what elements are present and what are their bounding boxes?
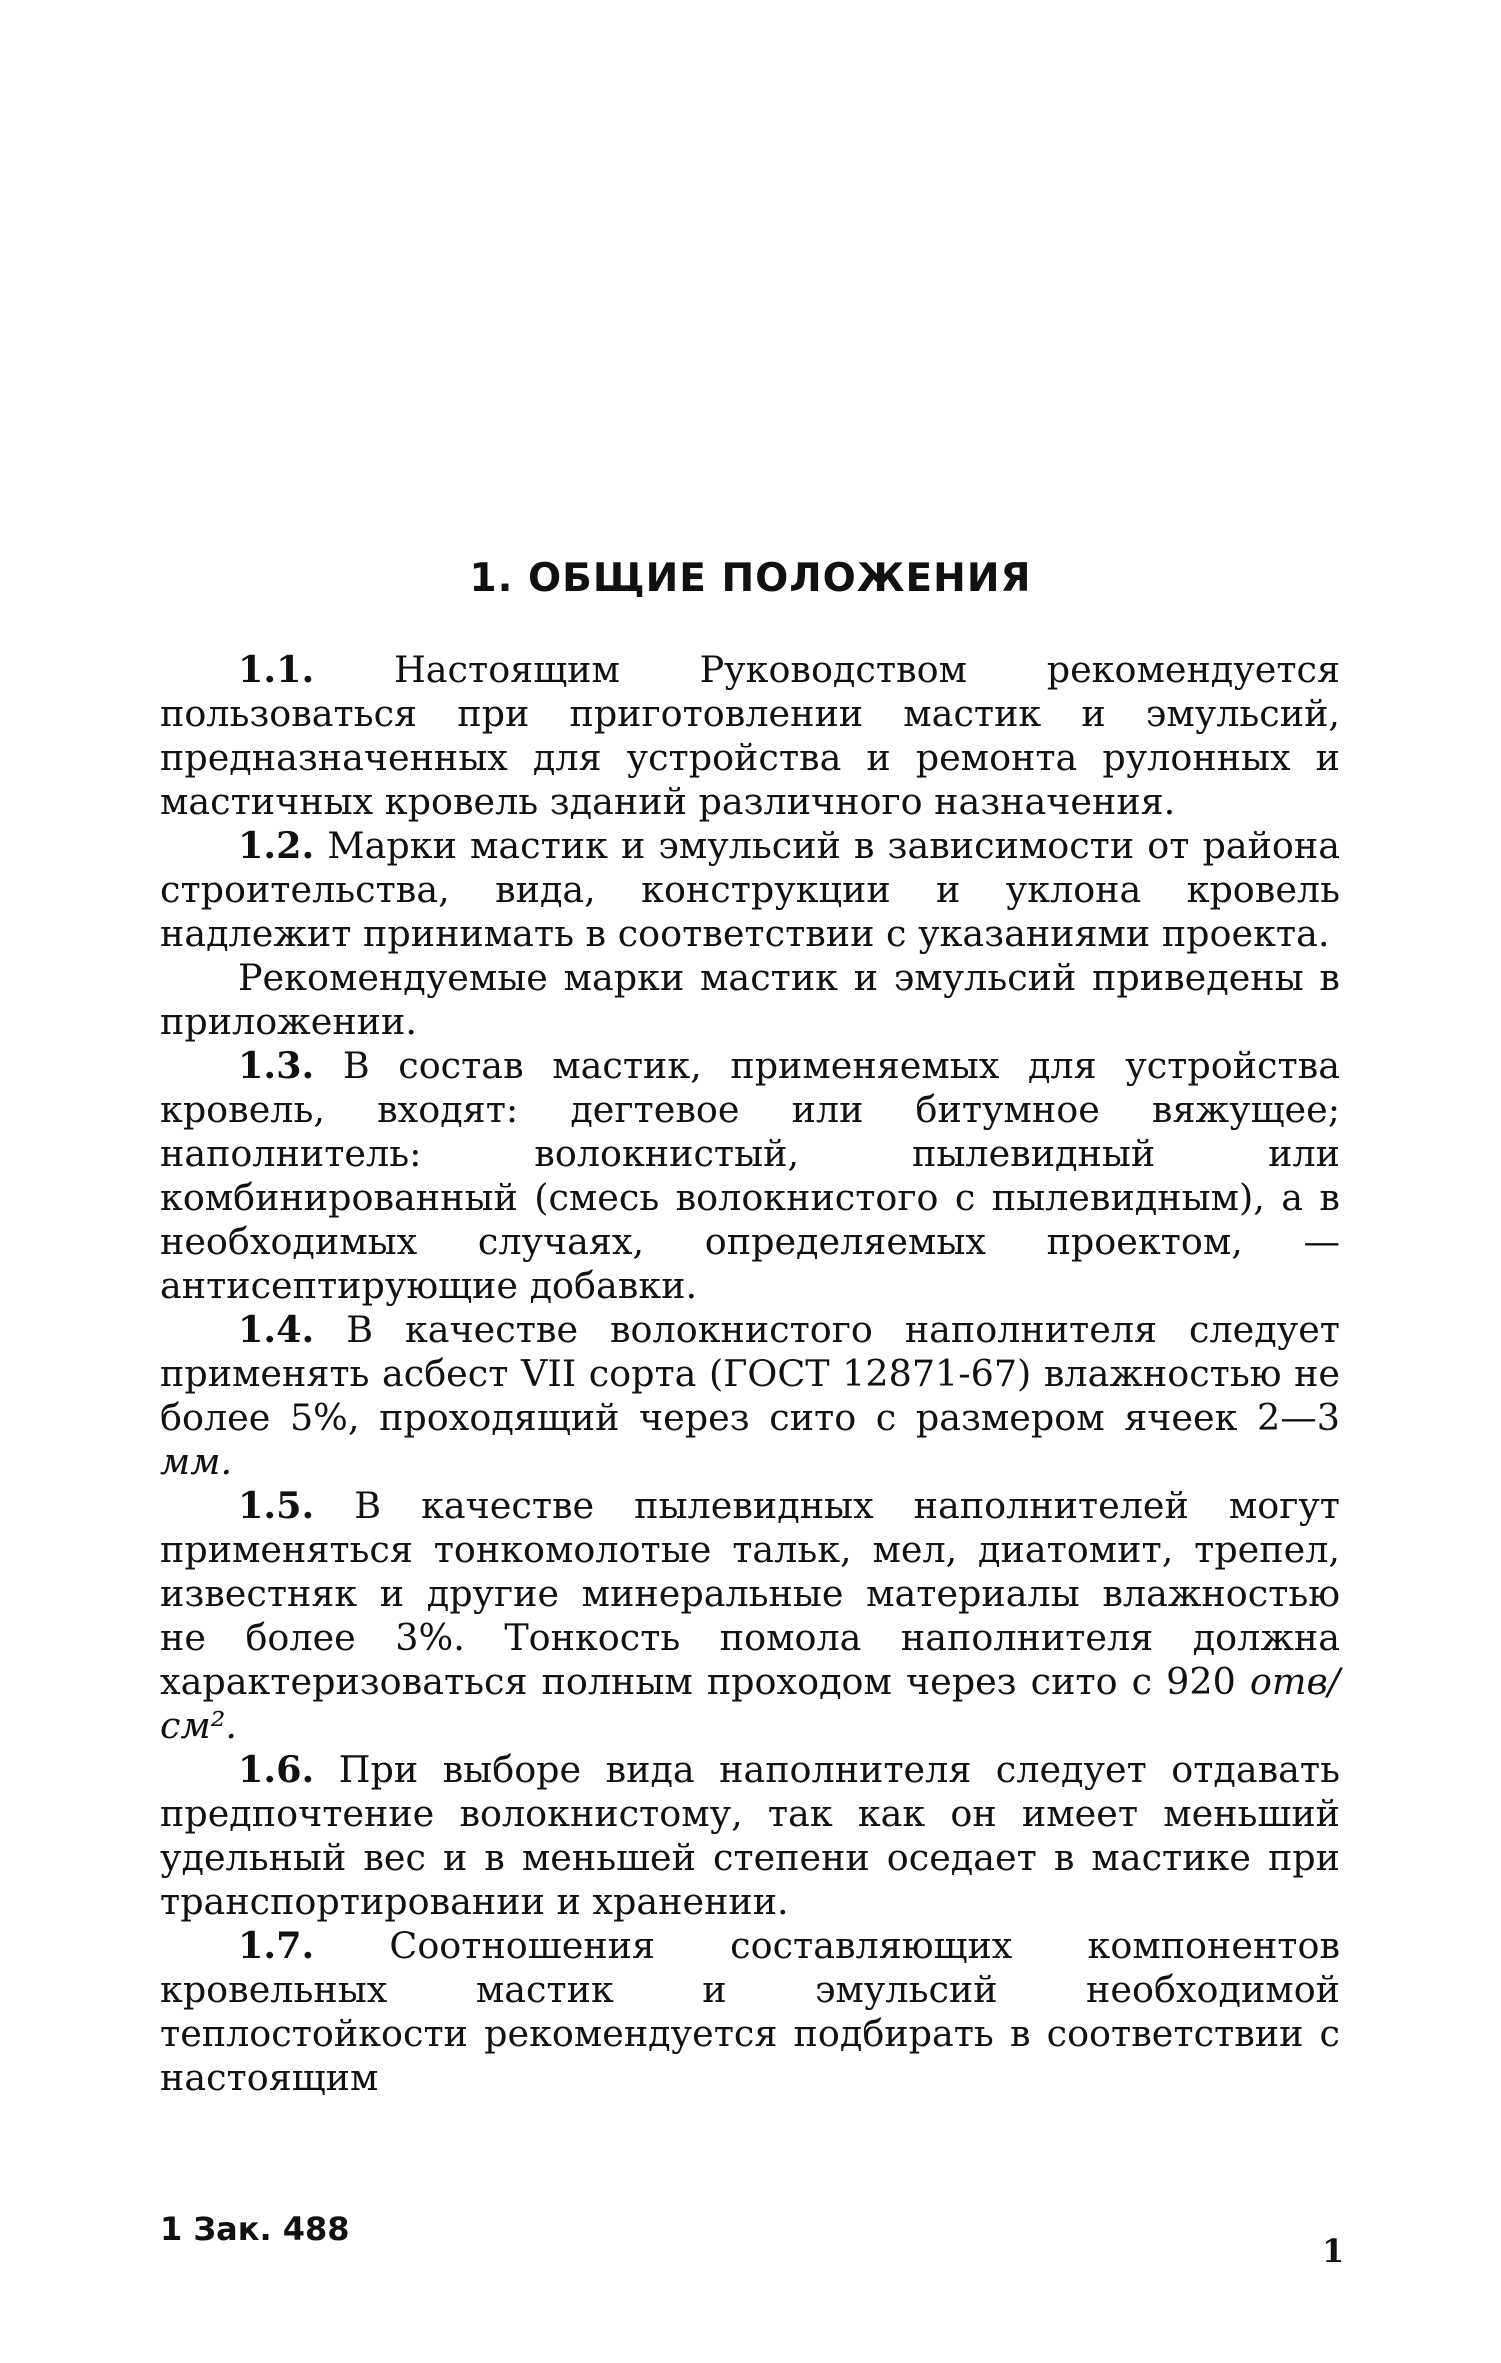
- paragraph-number: 1.2.: [238, 824, 315, 867]
- page-number: 1: [1322, 2232, 1345, 2270]
- paragraph-text: В состав мастик, применяемых для устройства кровель, входят: дегтевое или битумное вяжущее; наполнитель: волокнистый, пылевидный или комбинированный (смесь волокнистого с пылевидным), а в необходимых случаях, определяемых проектом, — антисептирующие добавки.: [160, 1044, 1340, 1307]
- paragraph-text: Рекомендуемые марки мастик и эмульсий приведены в приложении.: [160, 956, 1340, 1043]
- paragraph-1-5: [160, 1484, 1340, 1748]
- paragraph-1-7: [160, 1924, 1340, 2100]
- paragraph-1-1: [160, 648, 1340, 824]
- paragraph-text: При выборе вида наполнителя следует отдавать предпочтение волокнистому, так как он имеет меньший удельный вес и в меньшей степени оседает в мастике при транспортировании и хранении.: [160, 1748, 1340, 1923]
- paragraph-number: 1.5.: [238, 1484, 315, 1527]
- paragraph-1-2: [160, 824, 1340, 956]
- paragraph-text: Марки мастик и эмульсий в зависимости от района строительства, вида, конструкции и уклона кровель надлежит принимать в соответствии с указаниями проекта.: [160, 824, 1340, 955]
- paragraph-text: Соотношения составляющих компонентов кровельных мастик и эмульсий необходимой теплостойкости рекомендуется подбирать в соответствии с настоящим: [160, 1924, 1340, 2099]
- paragraph-1-2-continued: [160, 956, 1340, 1044]
- paragraph-1-6: [160, 1748, 1340, 1924]
- paragraph-number: 1.6.: [238, 1748, 315, 1791]
- paragraph-text: В качестве пылевидных наполнителей могут применяться тонкомолотые тальк, мел, диатомит, трепел, известняк и другие минеральные материалы влажностью не более 3%. Тонкость помола наполнителя должна характеризоваться полным проходом через сито с 920: [160, 1484, 1340, 1703]
- unit-text: мм.: [160, 1440, 233, 1483]
- section-title: 1. ОБЩИЕ ПОЛОЖЕНИЯ: [469, 556, 1032, 601]
- body-text: [160, 648, 1340, 2100]
- paragraph-number: 1.7.: [238, 1924, 315, 1967]
- order-number: 1 Зак. 488: [160, 2210, 350, 2248]
- paragraph-text: В качестве волокнистого наполнителя следует применять асбест VII сорта (ГОСТ 12871-67) влажностью не более 5%, проходящий через сито с размером ячеек 2—3: [160, 1308, 1340, 1439]
- paragraph-text: Настоящим Руководством рекомендуется пользоваться при приготовлении мастик и эмульсий, предназначенных для устройства и ремонта рулонных и мастичных кровель зданий различного назначения.: [160, 648, 1340, 823]
- paragraph-number: 1.4.: [238, 1308, 315, 1351]
- paragraph-1-3: [160, 1044, 1340, 1308]
- paragraph-number: 1.1.: [238, 648, 315, 691]
- unit-text: отв/см².: [160, 1660, 1340, 1747]
- paragraph-number: 1.3.: [238, 1044, 315, 1087]
- paragraph-1-4: [160, 1308, 1340, 1484]
